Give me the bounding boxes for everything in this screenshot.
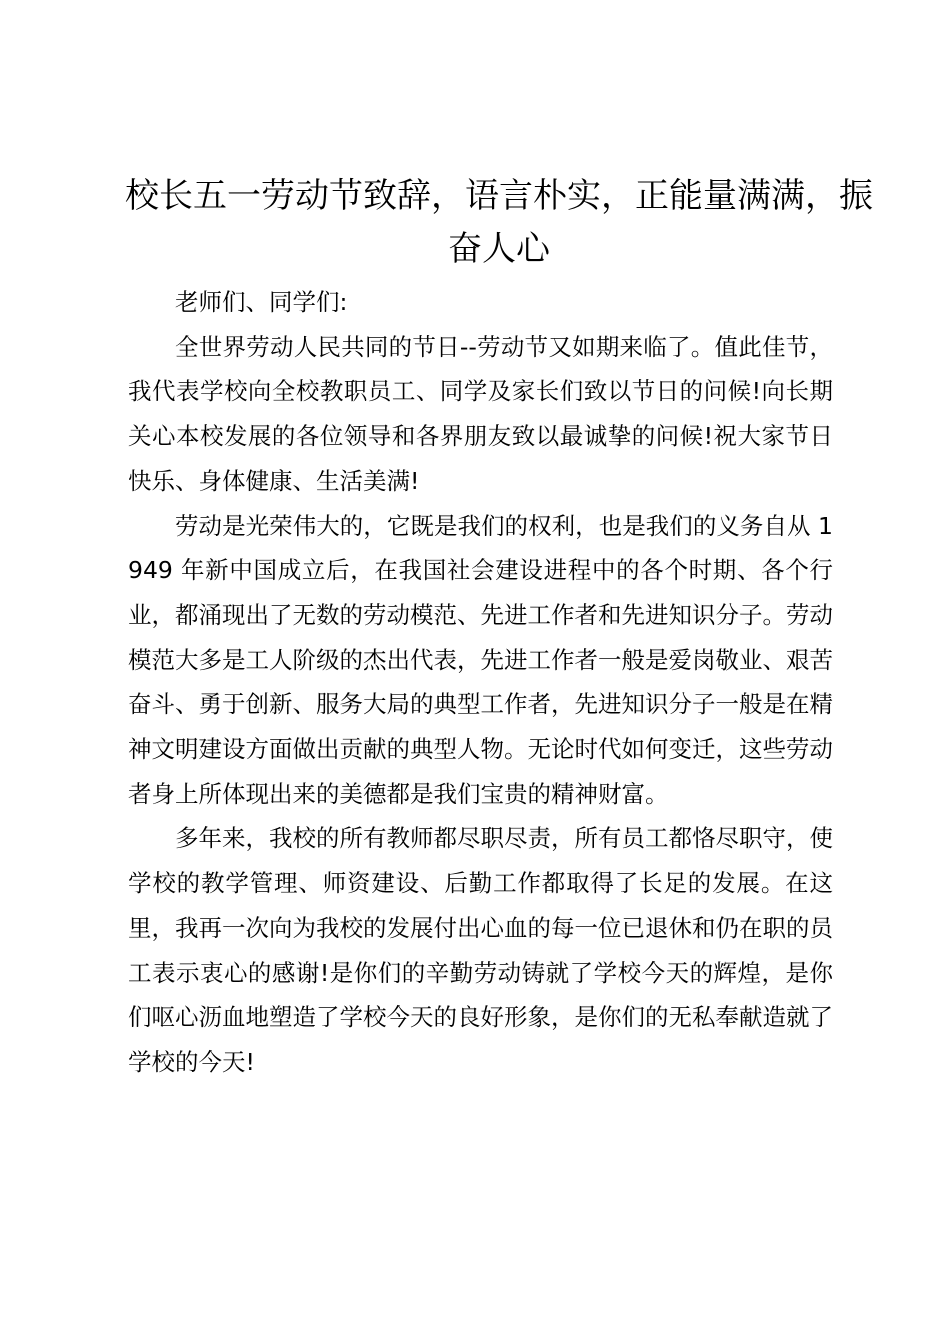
body-paragraph: 劳动是光荣伟大的，它既是我们的权利，也是我们的义务自从 1949 年新中国成立后，在我国社会建设进程中的各个时期、各个行业，都涌现出了无数的劳动模范、先进工作者和先进知识分子。劳动模范大多是工人阶级的杰出代表，先进工作者一般是爱岗敬业、艰苦奋斗、勇于创新、服务大局的典型工作者，先进知识分子一般是在精神文明建设方面做出贡献的典型人物。无论时代如何变迁，这些劳动者身上所体现出来的美德都是我们宝贵的精神财富。 bbox=[128, 511, 833, 808]
document-title: 校长五一劳动节致辞，语言朴实，正能量满满，振奋人心 bbox=[125, 176, 873, 269]
body-paragraph: 全世界劳动人民共同的节日--劳动节又如期来临了。值此佳节，我代表学校向全校教职员工、同学及家长们致以节日的问候!向长期关心本校发展的各位领导和各界朋友致以最诚挚的问候!祝大家节日快乐、身体健康、生活美满! bbox=[128, 332, 833, 495]
greeting-paragraph: 老师们、同学们: bbox=[175, 288, 348, 316]
body-paragraph: 多年来，我校的所有教师都尽职尽责，所有员工都恪尽职守，使学校的教学管理、师资建设、后勤工作都取得了长足的发展。在这里，我再一次向为我校的发展付出心血的每一位已退休和仍在职的员工表示衷心的感谢!是你们的辛勤劳动铸就了学校今天的辉煌，是你们呕心沥血地塑造了学校今天的良好形象，是你们的无私奉献造就了学校的今天! bbox=[128, 824, 833, 1076]
document-body bbox=[128, 280, 833, 1085]
